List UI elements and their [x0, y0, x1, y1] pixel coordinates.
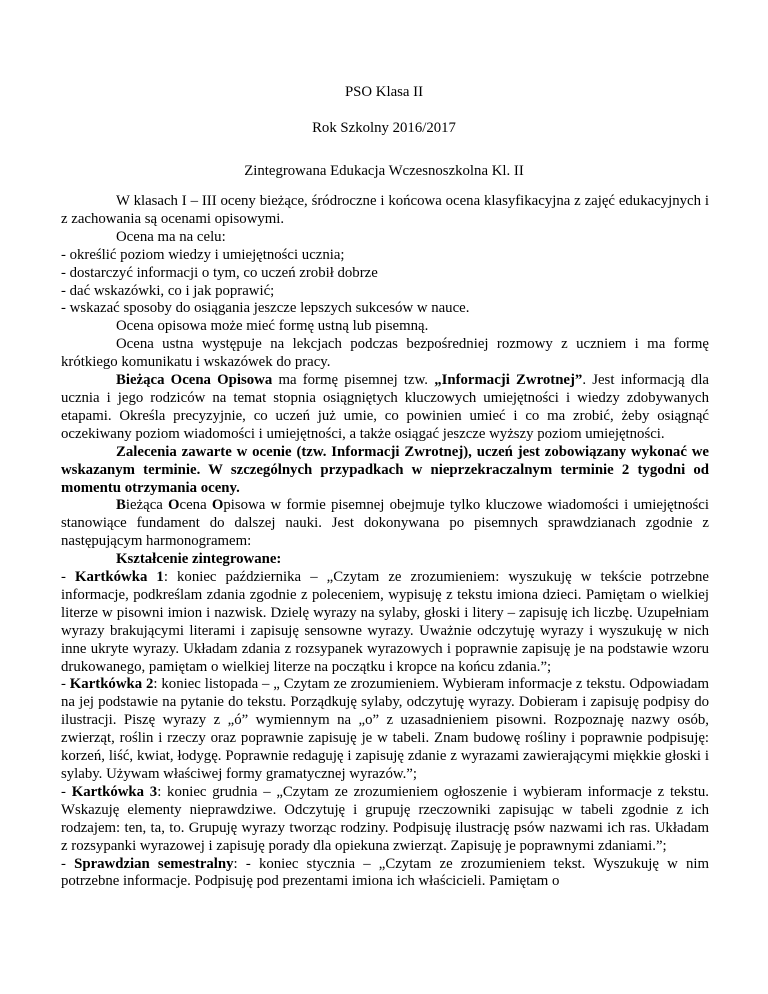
- list-item: - wskazać sposoby do osiągania jeszcze lepszych sukcesów w nauce.: [61, 300, 470, 317]
- document-title: PSO Klasa II: [344, 84, 424, 100]
- test-label: Kartkówka 3: [71, 783, 158, 800]
- bold-letter: O: [168, 497, 180, 514]
- section-heading: Zintegrowana Edukacja Wczesnoszkolna Kl. II: [244, 163, 524, 179]
- bold-letter: B: [116, 497, 126, 514]
- test-item-kartkowka-1: [61, 569, 709, 676]
- paragraph-intro: W klasach I – III oceny bieżące, śródroczne i końcowa ocena klasyfikacyjna z zajęć edukacyjnych i z zachowania są ocenami opisowymi.: [61, 193, 709, 227]
- bold-term: „Informacji Zwrotnej”: [434, 372, 583, 389]
- test-description: : - koniec stycznia – „Czytam ze zrozumieniem tekst. Wyszukuję w nim potrzebne informacje. Podpisuję pod prezentami imiona ich właścicieli. Pamiętam o: [61, 855, 709, 890]
- text-span: . Jest informacją dla ucznia i jego rodziców na temat stopnia osiągniętych kluczowych umiejętności i wiedzy zdobywanych etapami. Określa precyzyjnie, co uczeń już umie, co powinien umieć i co ma zrobić, żeby osiągnąć oczekiwany poziom wiadomości i umiejętności, a także osiągać jeszcze wyższy poziom umiejętności.: [61, 372, 709, 442]
- paragraph-goal: Ocena ma na celu:: [116, 228, 226, 245]
- document-body: [61, 193, 709, 891]
- school-year: Rok Szkolny 2016/2017: [312, 120, 456, 136]
- test-item-semester-test: [61, 856, 709, 892]
- text-span: pisowa w formie pisemnej obejmuje tylko kluczowe wiadomości i umiejętności stanowiące fundament do dalszej nauki. Jest dokonywana po pisemnych sprawdzianach zgodnie z następującym harmonogramem:: [61, 497, 709, 550]
- test-item-kartkowka-2: [61, 676, 709, 783]
- goal-list: [61, 247, 709, 319]
- text-span: ieżąca: [125, 497, 169, 514]
- bold-letter: O: [211, 497, 224, 514]
- test-label: Kartkówka 1: [75, 569, 164, 586]
- text-span: ma formę pisemnej tzw.: [272, 372, 435, 389]
- subheading-integrated: Kształcenie zintegrowane:: [116, 551, 282, 568]
- test-description: : koniec października – „Czytam ze zrozumieniem: wyszukuję w tekście potrzebne informacje, podkreślam zdania zgodnie z poleceniem, wypisuję z tekstu imiona dzieci. Pamiętam o wielkiej literze w pisowni imion i nazwisk. Dzielę wyrazy na sylaby, głoski i litery – zapisuję ich liczbę. Uzupełniam wyrazy brakującymi literami i zapisuję sensowne wyrazy. Uważnie odczytuję wyrazy i wyszukuję w nich inne ukryte wyrazy. Układam zdania z rozsypanek wyrazowych i poprawnie zapisuję je na podstawie wzoru drukowanego, pamiętam o wielkiej literze na początku i kropce na końcu zdania.”;: [61, 569, 709, 675]
- paragraph-oral: Ocena ustna występuje na lekcjach podczas bezpośredniej rozmowy z uczniem i ma formę krótkiego komunikatu i wskazówek do pracy.: [61, 336, 709, 371]
- paragraph-form: Ocena opisowa może mieć formę ustną lub pisemną.: [116, 318, 429, 335]
- text-span: -: [61, 855, 75, 872]
- list-item: - dostarczyć informacji o tym, co uczeń zrobił dobrze: [61, 264, 378, 281]
- list-item: - określić poziom wiedzy i umiejętności ucznia;: [61, 246, 345, 263]
- text-span: -: [61, 569, 76, 586]
- test-label: Kartkówka 2: [69, 676, 154, 693]
- text-span: cena: [179, 497, 212, 514]
- test-label: Sprawdzian semestralny: [74, 855, 234, 872]
- paragraph-descriptive-assessment: [61, 372, 709, 444]
- test-item-kartkowka-3: [61, 784, 709, 856]
- paragraph-recommendations: Zalecenia zawarte w ocenie (tzw. Informacji Zwrotnej), uczeń jest zobowiązany wykonać we wskazanym terminie. W szczególnych przypadkach w nieprzekraczalnym terminie 2 tygodni od momentu otrzymania oceny.: [61, 443, 709, 496]
- text-span: -: [61, 676, 70, 693]
- test-description: : koniec grudnia – „Czytam ze zrozumieniem ogłoszenie i wybieram informacje z tekstu. Wskazuję elementy nieprawdziwe. Odczytuję i grupuję rzeczowniki zapisując w tabeli zgodnie z ich rodzajem: ten, ta, to. Grupuję wyrazy tworząc rodziny. Podpisuję ilustrację psów nazwami ich ras. Układam z rozsypanki wyrazowej i zapisuję porady dla opiekuna zwierząt. Zapisuję je poprawnymi zdaniami.”;: [61, 783, 709, 854]
- bold-term: Bieżąca Ocena Opisowa: [116, 372, 273, 389]
- list-item: - dać wskazówki, co i jak poprawić;: [61, 282, 275, 299]
- test-description: : koniec listopada – „ Czytam ze zrozumieniem. Wybieram informacje z tekstu. Odpowiadam na jej podstawie na pytanie do tekstu. Porządkuję sylaby, odczytuję wyrazy. Dobieram i zapisuję podpisy do ilustracji. Piszę wyrazy z „ó” wymiennym na „o” z uzasadnieniem pisowni. Rozpoznaję nazwy osób, zwierząt, roślin i rzeczy oraz poprawnie zapisuję je w tabeli. Znam budowę rośliny i poprawnie podpisuję: korzeń, liść, kwiat, łodygę. Poprawnie redaguję i zapisuję zdanie z wyrazami zawierającymi miękkie głoski i sylaby. Używam właściwej formy gramatycznej wyrazów.”;: [61, 676, 709, 782]
- text-span: -: [61, 783, 72, 800]
- paragraph-written-assessment: [61, 497, 709, 551]
